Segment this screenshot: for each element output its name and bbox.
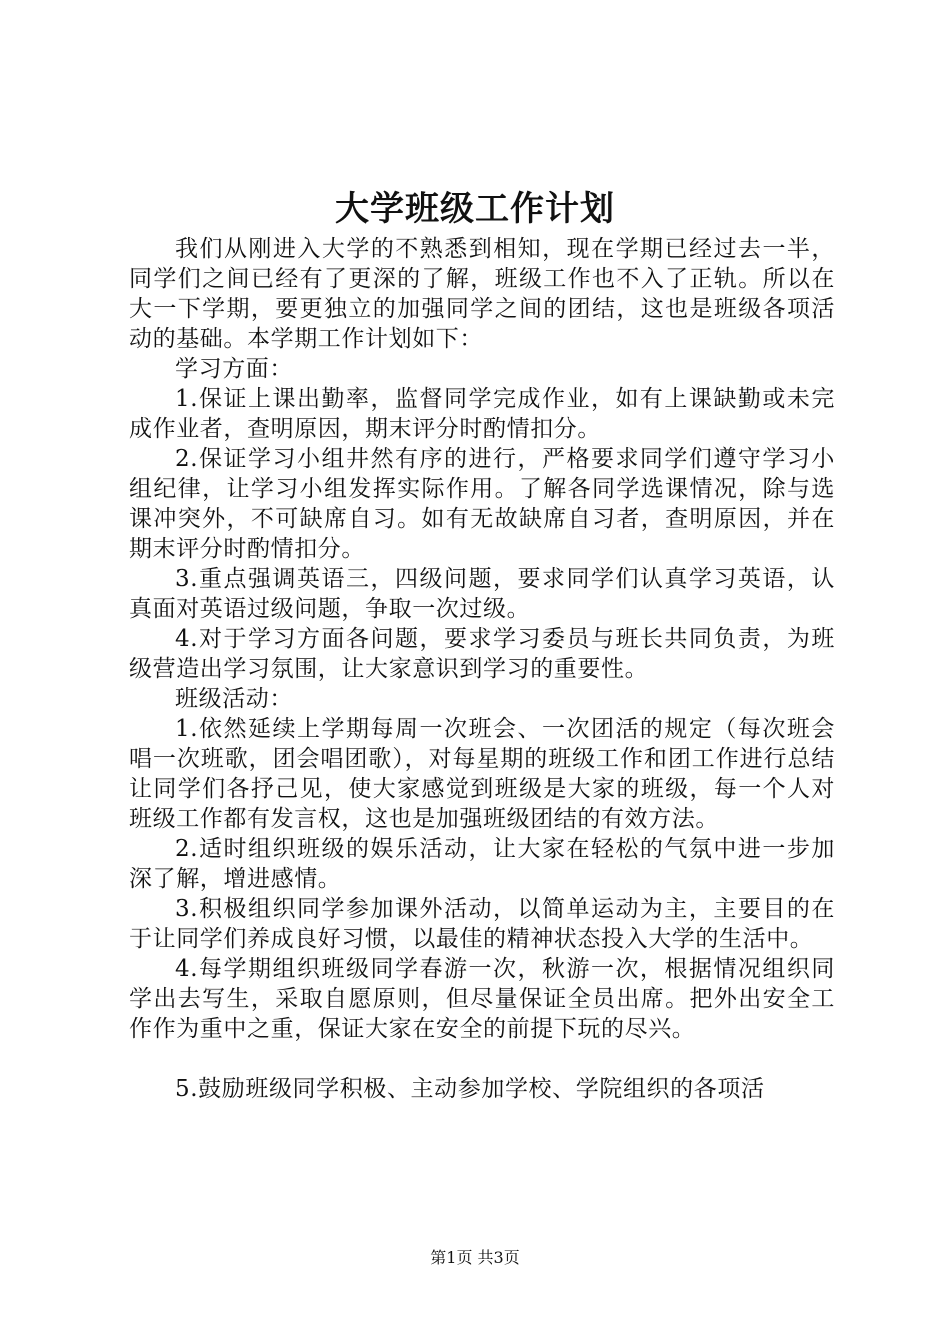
paragraph-study-2: 2.保证学习小组井然有序的进行，严格要求同学们遵守学习小组纪律，让学习小组发挥实际作用。了解各同学选课情况，除与选课冲突外，不可缺席自习。如有无故缺席自习者，查明原因，并在期末评分时酌情扣分。	[129, 446, 835, 562]
paragraph-activity-1: 1.依然延续上学期每周一次班会、一次团活的规定（每次班会唱一次班歌，团会唱团歌），对每星期的班级工作和团工作进行总结让同学们各抒己见，使大家感觉到班级是大家的班级，每一个人对班级工作都有发言权，这也是加强班级团结的有效方法。	[129, 716, 835, 832]
paragraph-activity-5: 5.鼓励班级同学积极、主动参加学校、学院组织的各项活	[175, 1076, 765, 1102]
paragraph-activity-2: 2.适时组织班级的娱乐活动，让大家在轻松的气氛中进一步加深了解，增进感情。	[129, 836, 835, 892]
paragraph-study-1: 1.保证上课出勤率，监督同学完成作业，如有上课缺勤或未完成作业者，查明原因，期末评分时酌情扣分。	[129, 386, 835, 442]
paragraph-activity-4: 4.每学期组织班级同学春游一次，秋游一次，根据情况组织同学出去写生，采取自愿原则，但尽量保证全员出席。把外出安全工作作为重中之重，保证大家在安全的前提下玩的尽兴。	[129, 956, 835, 1042]
paragraph-study-4: 4.对于学习方面各问题，要求学习委员与班长共同负责，为班级营造出学习氛围，让大家意识到学习的重要性。	[129, 626, 835, 682]
paragraph-study-3: 3.重点强调英语三，四级问题，要求同学们认真学习英语，认真面对英语过级问题，争取一次过级。	[129, 566, 835, 622]
section-heading-activities: 班级活动：	[175, 686, 293, 712]
document-body	[129, 234, 835, 1104]
section-heading-study: 学习方面：	[175, 356, 293, 382]
paragraph-intro: 我们从刚进入大学的不熟悉到相知，现在学期已经过去一半，同学们之间已经有了更深的了解，班级工作也不入了正轨。所以在大一下学期，要更独立的加强同学之间的团结，这也是班级各项活动的基础。本学期工作计划如下：	[129, 236, 835, 352]
document-title: 大学班级工作计划	[335, 189, 615, 229]
paragraph-activity-3: 3.积极组织同学参加课外活动，以简单运动为主，主要目的在于让同学们养成良好习惯，以最佳的精神状态投入大学的生活中。	[129, 896, 835, 952]
page-footer: 第1页 共3页	[430, 1248, 520, 1267]
